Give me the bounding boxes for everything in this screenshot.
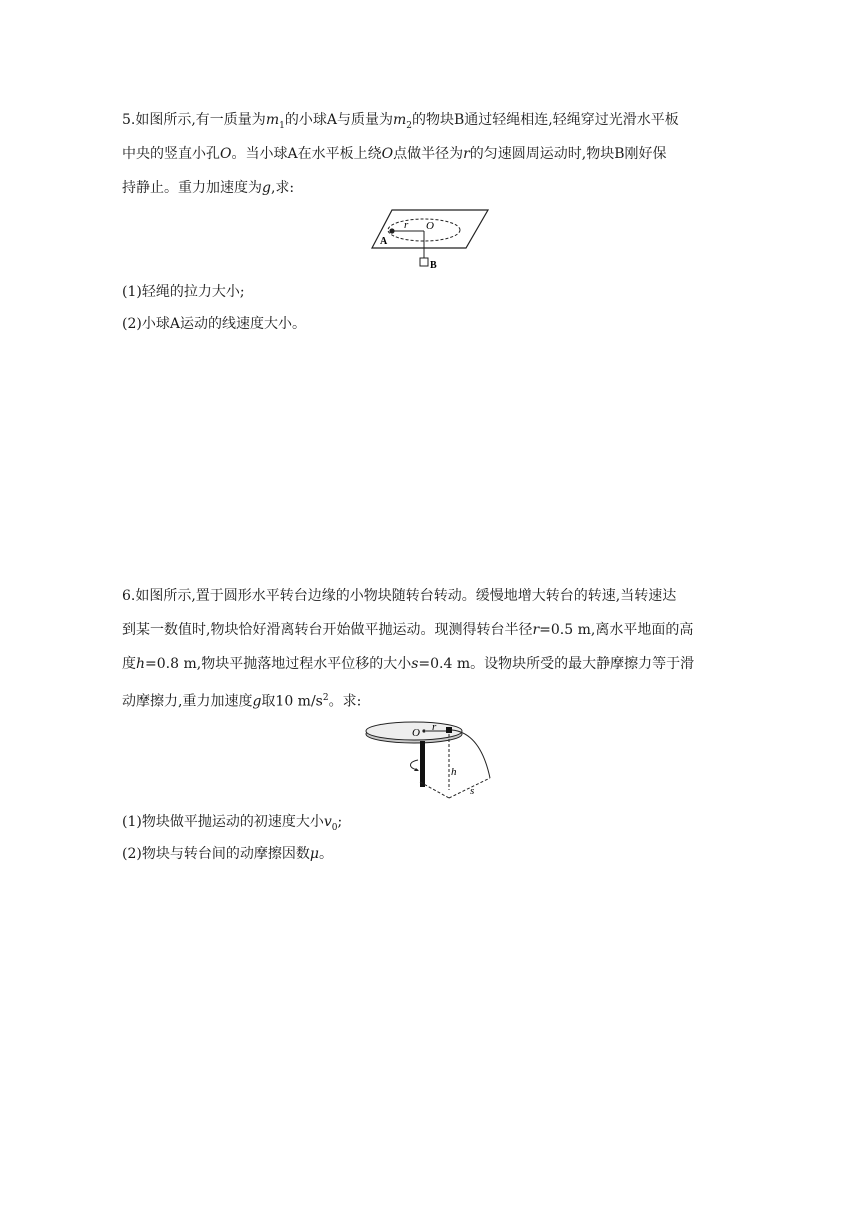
- rotation-arrow-icon: [411, 760, 419, 770]
- m2-subscript: 2: [406, 120, 412, 131]
- q5-l2-c: 当小球A在水平板上绕: [245, 146, 382, 162]
- q6-line-4: [122, 688, 361, 712]
- q6-sub2-text: (2)物块与转台间的动摩擦因数: [122, 846, 310, 862]
- q5-figure: [370, 206, 490, 274]
- center-point: [422, 729, 425, 732]
- q6-sub-1: [122, 812, 342, 838]
- mu-symbol: μ: [309, 846, 319, 862]
- label-r-q6: r: [432, 721, 437, 733]
- q6-sub-2: [122, 844, 333, 864]
- q6-sub1-text: (1)物块做平抛运动的初速度大小: [122, 814, 324, 830]
- label-r: r: [404, 219, 409, 231]
- m1-subscript: 1: [279, 120, 285, 131]
- q6-figure: [366, 718, 496, 800]
- s-symbol: s: [411, 656, 419, 672]
- q5-line-2: [122, 144, 667, 164]
- q6-l4-c: 。求:: [328, 693, 362, 710]
- g-symbol-q6: g: [252, 693, 262, 710]
- q5-sub-2: (2)小球A运动的线速度大小。: [122, 316, 306, 332]
- q6-sub1-end: ;: [337, 814, 343, 830]
- q5-l1-c: 的物块B通过轻绳相连,轻绳穿过光滑水平板: [411, 112, 679, 128]
- m1-symbol: m: [265, 112, 280, 128]
- r-symbol-q6: r: [532, 622, 540, 638]
- label-h: h: [451, 766, 457, 778]
- q6-sub2-end: 。: [318, 846, 333, 862]
- q6-l2-a: 到某一数值时,物块恰好滑离转台开始做平抛运动。现测得转台半径: [122, 622, 533, 638]
- label-O-q6: O: [412, 727, 420, 739]
- squared-superscript: 2: [322, 693, 329, 703]
- q5-l2-d: 点做半径为: [393, 146, 464, 162]
- v0-subscript: 0: [331, 822, 338, 833]
- r-symbol: r: [463, 146, 470, 162]
- small-block: [446, 727, 452, 733]
- q6-l3-c: =0.4 m。设物块所受的最大静摩擦力等于滑: [418, 656, 695, 672]
- O-symbol: O: [220, 146, 232, 162]
- q5-l1-a: 5.如图所示,有一质量为: [122, 112, 266, 128]
- q6-l2-b: =0.5 m,离水平地面的高: [539, 622, 694, 638]
- turntable-shaft: [420, 741, 425, 787]
- q6-l3-a: 度: [122, 656, 136, 672]
- label-O: O: [426, 220, 434, 232]
- q5-l1-b: 的小球A与质量为: [284, 112, 393, 128]
- label-B: B: [430, 260, 437, 271]
- q6-l4-b: 取10 m/s: [261, 693, 323, 710]
- q6-line-3: [122, 654, 694, 674]
- q6-l4-a: 动摩擦力,重力加速度: [122, 693, 253, 710]
- label-s: s: [470, 785, 475, 797]
- g-symbol: g: [262, 180, 271, 196]
- q5-l2-b: 。: [231, 146, 246, 162]
- q5-l3-b: ,求:: [270, 180, 295, 196]
- O-symbol-2: O: [381, 146, 394, 162]
- label-A: A: [380, 236, 388, 247]
- q5-l2-e: 的匀速圆周运动时,物块B刚好保: [469, 146, 667, 162]
- block-B: [420, 258, 428, 266]
- h-symbol: h: [136, 656, 146, 672]
- q6-line-1: 6.如图所示,置于圆形水平转台边缘的小物块随转台转动。缓慢地增大转台的转速,当转速达: [122, 588, 677, 604]
- ball-A: [389, 228, 394, 233]
- q5-line-1: [122, 110, 679, 136]
- q6-line-2: [122, 620, 693, 640]
- v0-symbol: v: [323, 814, 332, 830]
- q5-l2-a: 中央的竖直小孔: [122, 146, 220, 162]
- q5-sub-1: (1)轻绳的拉力大小;: [122, 284, 245, 300]
- q6-l3-b: =0.8 m,物块平抛落地过程水平位移的大小: [145, 656, 412, 672]
- q5-l3-a: 持静止。重力加速度为: [122, 180, 262, 196]
- m2-symbol: m: [392, 112, 407, 128]
- q5-line-3: [122, 178, 294, 198]
